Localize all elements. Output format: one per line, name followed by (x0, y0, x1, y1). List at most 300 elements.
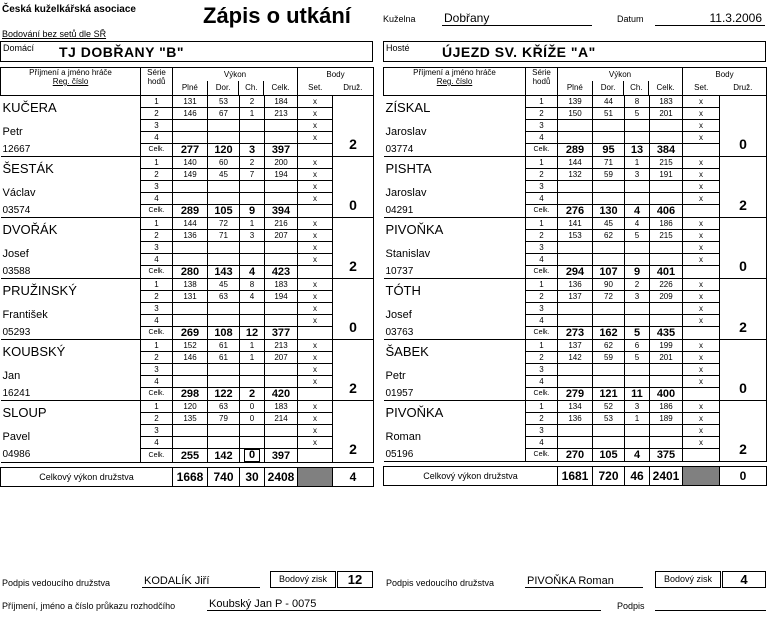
total-value[interactable]: 143 (208, 266, 240, 279)
serie-value[interactable]: 132 (558, 169, 593, 181)
total-value[interactable]: 400 (650, 388, 683, 401)
serie-value[interactable] (208, 254, 240, 266)
total-value[interactable]: 397 (265, 144, 298, 157)
serie-value[interactable]: 140 (173, 157, 208, 169)
serie-value[interactable] (265, 437, 298, 449)
serie-value[interactable]: 135 (173, 413, 208, 425)
serie-value[interactable] (593, 437, 625, 449)
total-value[interactable]: 105 (593, 449, 625, 462)
player-firstname[interactable]: Josef (385, 308, 412, 321)
serie-value[interactable]: 0 (240, 413, 265, 425)
serie-value[interactable]: 153 (558, 230, 593, 242)
druz-points[interactable]: 2 (720, 315, 767, 340)
total-value[interactable]: 130 (593, 205, 625, 218)
player-firstname[interactable]: Stanislav (385, 247, 431, 260)
druz-points[interactable]: 0 (333, 193, 374, 218)
serie-value[interactable] (173, 376, 208, 388)
serie-value[interactable]: 59 (593, 352, 625, 364)
serie-value[interactable] (208, 437, 240, 449)
serie-value[interactable]: 67 (208, 108, 240, 120)
serie-value[interactable]: 3 (240, 230, 265, 242)
serie-value[interactable]: 4 (625, 218, 650, 230)
serie-value[interactable]: 146 (173, 352, 208, 364)
druz-points[interactable]: 2 (333, 254, 374, 279)
set-mark[interactable]: x (683, 340, 720, 352)
serie-value[interactable]: 1 (240, 108, 265, 120)
summary-value[interactable]: 720 (593, 467, 625, 486)
player-reg-number[interactable]: 05196 (384, 449, 526, 462)
serie-value[interactable] (650, 425, 683, 437)
serie-value[interactable]: 60 (208, 157, 240, 169)
set-mark[interactable]: x (298, 401, 333, 413)
serie-value[interactable]: 186 (650, 218, 683, 230)
player-firstname[interactable]: Jaroslav (385, 125, 427, 138)
total-value[interactable]: 122 (208, 388, 240, 401)
serie-value[interactable]: 207 (265, 352, 298, 364)
serie-value[interactable]: 136 (173, 230, 208, 242)
serie-value[interactable]: 131 (173, 96, 208, 108)
serie-value[interactable] (208, 181, 240, 193)
player-firstname[interactable]: Josef (2, 247, 29, 260)
summary-value[interactable]: 2401 (650, 467, 683, 486)
serie-value[interactable]: 134 (558, 401, 593, 413)
set-mark[interactable]: x (683, 157, 720, 169)
serie-value[interactable] (208, 132, 240, 144)
serie-value[interactable] (265, 254, 298, 266)
serie-value[interactable] (265, 425, 298, 437)
serie-value[interactable] (625, 181, 650, 193)
serie-value[interactable]: 184 (265, 96, 298, 108)
player-reg-number[interactable]: 03774 (384, 144, 526, 157)
total-value[interactable]: 2 (240, 388, 265, 401)
set-mark[interactable]: x (683, 437, 720, 449)
serie-value[interactable]: 120 (173, 401, 208, 413)
serie-value[interactable] (265, 242, 298, 254)
serie-value[interactable]: 136 (558, 279, 593, 291)
player-surname[interactable]: PISHTA (384, 157, 526, 181)
player-reg-number[interactable]: 01957 (384, 388, 526, 401)
serie-value[interactable]: 194 (265, 169, 298, 181)
serie-value[interactable] (558, 315, 593, 327)
player-surname[interactable]: TÓTH (384, 279, 526, 303)
set-mark[interactable]: x (298, 291, 333, 303)
serie-value[interactable]: 146 (173, 108, 208, 120)
player-surname[interactable]: PIVOŇKA (384, 218, 526, 242)
set-mark[interactable]: x (683, 352, 720, 364)
serie-value[interactable] (650, 437, 683, 449)
serie-value[interactable]: 138 (173, 279, 208, 291)
serie-value[interactable]: 139 (558, 96, 593, 108)
total-value[interactable]: 4 (625, 205, 650, 218)
player-surname[interactable]: ŠESTÁK (1, 157, 141, 181)
serie-value[interactable] (650, 181, 683, 193)
serie-value[interactable]: 2 (625, 279, 650, 291)
set-mark[interactable]: x (683, 193, 720, 205)
player-surname[interactable]: KOUBSKÝ (1, 340, 141, 364)
serie-value[interactable] (650, 315, 683, 327)
set-mark[interactable]: x (298, 96, 333, 108)
total-value[interactable]: 294 (558, 266, 593, 279)
kuzelna-field[interactable]: Dobřany (442, 11, 592, 26)
serie-value[interactable] (173, 303, 208, 315)
total-value[interactable]: 384 (650, 144, 683, 157)
serie-value[interactable] (208, 364, 240, 376)
serie-value[interactable]: 1 (240, 352, 265, 364)
total-value[interactable]: 4 (240, 266, 265, 279)
serie-value[interactable] (558, 132, 593, 144)
serie-value[interactable] (240, 376, 265, 388)
player-reg-number[interactable]: 03763 (384, 327, 526, 340)
druz-points[interactable]: 0 (720, 132, 767, 157)
serie-value[interactable] (173, 193, 208, 205)
serie-value[interactable]: 201 (650, 352, 683, 364)
set-mark[interactable]: x (683, 181, 720, 193)
serie-value[interactable]: 7 (240, 169, 265, 181)
serie-value[interactable]: 72 (208, 218, 240, 230)
serie-value[interactable]: 62 (593, 230, 625, 242)
serie-value[interactable] (240, 242, 265, 254)
serie-value[interactable] (265, 364, 298, 376)
total-value[interactable]: 420 (265, 388, 298, 401)
serie-value[interactable] (650, 364, 683, 376)
set-mark[interactable]: x (298, 413, 333, 425)
serie-value[interactable] (173, 425, 208, 437)
serie-value[interactable] (593, 193, 625, 205)
serie-value[interactable] (558, 437, 593, 449)
serie-value[interactable] (558, 181, 593, 193)
serie-value[interactable]: 152 (173, 340, 208, 352)
druz-points[interactable]: 2 (333, 437, 374, 463)
home-bodovy-value[interactable]: 12 (337, 571, 373, 588)
serie-value[interactable] (650, 193, 683, 205)
total-value[interactable]: 289 (558, 144, 593, 157)
serie-value[interactable]: 150 (558, 108, 593, 120)
serie-value[interactable] (208, 303, 240, 315)
serie-value[interactable]: 199 (650, 340, 683, 352)
player-surname[interactable]: DVOŘÁK (1, 218, 141, 242)
summary-value[interactable]: 1681 (558, 467, 593, 486)
serie-value[interactable]: 5 (625, 108, 650, 120)
serie-value[interactable]: 200 (265, 157, 298, 169)
set-mark[interactable]: x (298, 352, 333, 364)
player-firstname[interactable]: Roman (385, 430, 421, 443)
serie-value[interactable] (173, 242, 208, 254)
serie-value[interactable] (625, 242, 650, 254)
home-leader-field[interactable]: KODALÍK Jiří (142, 575, 260, 588)
serie-value[interactable] (558, 242, 593, 254)
serie-value[interactable] (558, 364, 593, 376)
serie-value[interactable] (625, 376, 650, 388)
total-value[interactable]: 9 (625, 266, 650, 279)
serie-value[interactable] (625, 132, 650, 144)
player-surname[interactable]: SLOUP (1, 401, 141, 425)
serie-value[interactable]: 191 (650, 169, 683, 181)
serie-value[interactable]: 183 (265, 401, 298, 413)
total-value[interactable]: 9 (240, 205, 265, 218)
serie-value[interactable] (173, 364, 208, 376)
druz-points[interactable]: 2 (720, 437, 767, 462)
total-value[interactable]: 375 (650, 449, 683, 462)
set-mark[interactable]: x (683, 132, 720, 144)
set-mark[interactable]: x (298, 157, 333, 169)
total-value[interactable]: 280 (173, 266, 208, 279)
summary-value[interactable]: 30 (240, 468, 265, 487)
serie-value[interactable] (173, 315, 208, 327)
player-reg-number[interactable]: 04291 (384, 205, 526, 218)
serie-value[interactable] (593, 254, 625, 266)
serie-value[interactable]: 183 (265, 279, 298, 291)
serie-value[interactable]: 142 (558, 352, 593, 364)
total-value[interactable]: 394 (265, 205, 298, 218)
druz-points[interactable]: 2 (720, 193, 767, 218)
summary-points[interactable]: 4 (333, 468, 374, 487)
player-surname[interactable]: ŠABEK (384, 340, 526, 364)
player-surname[interactable]: PIVOŇKA (384, 401, 526, 425)
serie-value[interactable] (593, 364, 625, 376)
serie-value[interactable] (265, 120, 298, 132)
set-mark[interactable]: x (298, 108, 333, 120)
serie-value[interactable]: 59 (593, 169, 625, 181)
set-mark[interactable]: x (298, 364, 333, 376)
serie-value[interactable] (593, 242, 625, 254)
player-reg-number[interactable]: 10737 (384, 266, 526, 279)
total-value[interactable]: 5 (625, 327, 650, 340)
serie-value[interactable]: 213 (265, 340, 298, 352)
set-mark[interactable]: x (683, 218, 720, 230)
total-value[interactable]: 279 (558, 388, 593, 401)
player-firstname[interactable]: Václav (2, 186, 36, 199)
serie-value[interactable] (208, 315, 240, 327)
serie-value[interactable] (265, 315, 298, 327)
serie-value[interactable] (173, 120, 208, 132)
serie-value[interactable] (593, 425, 625, 437)
serie-value[interactable] (558, 193, 593, 205)
total-value[interactable]: 397 (265, 449, 298, 463)
total-value[interactable]: 423 (265, 266, 298, 279)
serie-value[interactable] (240, 120, 265, 132)
total-value[interactable]: 269 (173, 327, 208, 340)
set-mark[interactable]: x (298, 437, 333, 449)
serie-value[interactable]: 207 (265, 230, 298, 242)
druz-points[interactable]: 0 (720, 254, 767, 279)
serie-value[interactable]: 186 (650, 401, 683, 413)
serie-value[interactable] (558, 254, 593, 266)
serie-value[interactable]: 61 (208, 340, 240, 352)
total-value[interactable]: 298 (173, 388, 208, 401)
total-value[interactable]: 289 (173, 205, 208, 218)
serie-value[interactable]: 136 (558, 413, 593, 425)
serie-value[interactable] (558, 425, 593, 437)
serie-value[interactable]: 149 (173, 169, 208, 181)
total-value[interactable]: 4 (625, 449, 650, 462)
serie-value[interactable]: 8 (625, 96, 650, 108)
serie-value[interactable] (173, 437, 208, 449)
serie-value[interactable] (208, 425, 240, 437)
serie-value[interactable] (625, 364, 650, 376)
serie-value[interactable] (625, 425, 650, 437)
serie-value[interactable] (208, 376, 240, 388)
set-mark[interactable]: x (683, 425, 720, 437)
serie-value[interactable] (240, 132, 265, 144)
set-mark[interactable]: x (683, 291, 720, 303)
serie-value[interactable]: 201 (650, 108, 683, 120)
serie-value[interactable] (240, 425, 265, 437)
summary-value[interactable]: 46 (625, 467, 650, 486)
total-value[interactable]: 120 (208, 144, 240, 157)
serie-value[interactable] (625, 193, 650, 205)
total-value[interactable]: 142 (208, 449, 240, 463)
serie-value[interactable] (593, 181, 625, 193)
total-value[interactable]: 13 (625, 144, 650, 157)
serie-value[interactable]: 44 (593, 96, 625, 108)
total-value[interactable]: 377 (265, 327, 298, 340)
serie-value[interactable]: 45 (208, 279, 240, 291)
total-value[interactable]: 121 (593, 388, 625, 401)
serie-value[interactable] (208, 242, 240, 254)
serie-value[interactable] (625, 437, 650, 449)
set-mark[interactable]: x (683, 242, 720, 254)
serie-value[interactable] (240, 181, 265, 193)
serie-value[interactable] (240, 193, 265, 205)
serie-value[interactable] (265, 181, 298, 193)
set-mark[interactable]: x (298, 376, 333, 388)
serie-value[interactable] (593, 132, 625, 144)
set-mark[interactable]: x (683, 230, 720, 242)
serie-value[interactable]: 90 (593, 279, 625, 291)
total-value[interactable]: 273 (558, 327, 593, 340)
player-reg-number[interactable]: 04986 (1, 449, 141, 463)
serie-value[interactable]: 0 (240, 401, 265, 413)
total-value[interactable]: 11 (625, 388, 650, 401)
total-value[interactable]: 3 (240, 144, 265, 157)
set-mark[interactable]: x (683, 169, 720, 181)
serie-value[interactable]: 1 (625, 157, 650, 169)
player-surname[interactable]: ZÍSKAL (384, 96, 526, 120)
serie-value[interactable]: 1 (240, 218, 265, 230)
serie-value[interactable]: 189 (650, 413, 683, 425)
serie-value[interactable] (265, 303, 298, 315)
set-mark[interactable]: x (683, 364, 720, 376)
serie-value[interactable] (650, 376, 683, 388)
serie-value[interactable] (265, 376, 298, 388)
serie-value[interactable] (265, 193, 298, 205)
serie-value[interactable]: 144 (173, 218, 208, 230)
set-mark[interactable]: x (683, 279, 720, 291)
serie-value[interactable]: 144 (558, 157, 593, 169)
player-firstname[interactable]: Jan (2, 369, 21, 382)
serie-value[interactable]: 52 (593, 401, 625, 413)
serie-value[interactable]: 3 (625, 401, 650, 413)
serie-value[interactable]: 215 (650, 157, 683, 169)
serie-value[interactable]: 1 (240, 340, 265, 352)
set-mark[interactable]: x (298, 303, 333, 315)
set-mark[interactable]: x (298, 242, 333, 254)
serie-value[interactable] (625, 120, 650, 132)
serie-value[interactable]: 183 (650, 96, 683, 108)
set-mark[interactable]: x (683, 120, 720, 132)
total-value[interactable]: 162 (593, 327, 625, 340)
datum-field[interactable]: 11.3.2006 (655, 11, 765, 26)
summary-value[interactable]: 740 (208, 468, 240, 487)
serie-value[interactable]: 45 (208, 169, 240, 181)
player-firstname[interactable]: František (2, 308, 48, 321)
total-value[interactable]: 95 (593, 144, 625, 157)
serie-value[interactable]: 45 (593, 218, 625, 230)
serie-value[interactable] (625, 315, 650, 327)
serie-value[interactable] (625, 303, 650, 315)
serie-value[interactable] (650, 132, 683, 144)
total-value[interactable]: 270 (558, 449, 593, 462)
serie-value[interactable]: 8 (240, 279, 265, 291)
set-mark[interactable]: x (298, 230, 333, 242)
set-mark[interactable]: x (298, 181, 333, 193)
serie-value[interactable] (650, 254, 683, 266)
serie-value[interactable] (240, 303, 265, 315)
set-mark[interactable]: x (298, 132, 333, 144)
serie-value[interactable] (593, 303, 625, 315)
serie-value[interactable] (173, 132, 208, 144)
total-value[interactable]: 255 (173, 449, 208, 463)
set-mark[interactable]: x (683, 376, 720, 388)
total-value[interactable]: 105 (208, 205, 240, 218)
serie-value[interactable] (240, 254, 265, 266)
serie-value[interactable]: 131 (173, 291, 208, 303)
serie-value[interactable] (208, 120, 240, 132)
set-mark[interactable]: x (683, 108, 720, 120)
serie-value[interactable]: 5 (625, 352, 650, 364)
serie-value[interactable] (173, 181, 208, 193)
serie-value[interactable] (593, 120, 625, 132)
set-mark[interactable]: x (298, 218, 333, 230)
total-value[interactable]: 12 (240, 327, 265, 340)
serie-value[interactable] (173, 254, 208, 266)
druz-points[interactable]: 2 (333, 132, 374, 157)
player-reg-number[interactable]: 12667 (1, 144, 141, 157)
serie-value[interactable] (650, 120, 683, 132)
player-firstname[interactable]: Petr (2, 125, 23, 138)
serie-value[interactable]: 53 (208, 96, 240, 108)
serie-value[interactable]: 141 (558, 218, 593, 230)
total-value[interactable]: 107 (593, 266, 625, 279)
serie-value[interactable]: 3 (625, 169, 650, 181)
serie-value[interactable]: 4 (240, 291, 265, 303)
total-value[interactable] (240, 449, 265, 463)
serie-value[interactable]: 214 (265, 413, 298, 425)
total-value[interactable]: 435 (650, 327, 683, 340)
home-team-name[interactable]: TJ DOBŘANY "B" (59, 44, 185, 60)
serie-value[interactable]: 194 (265, 291, 298, 303)
serie-value[interactable] (208, 193, 240, 205)
serie-value[interactable] (650, 242, 683, 254)
serie-value[interactable]: 51 (593, 108, 625, 120)
set-mark[interactable]: x (683, 96, 720, 108)
serie-value[interactable]: 209 (650, 291, 683, 303)
podpis-field[interactable] (655, 610, 766, 611)
serie-value[interactable]: 61 (208, 352, 240, 364)
serie-value[interactable]: 71 (208, 230, 240, 242)
serie-value[interactable]: 2 (240, 96, 265, 108)
serie-value[interactable] (240, 315, 265, 327)
serie-value[interactable] (625, 254, 650, 266)
player-firstname[interactable]: Petr (385, 369, 406, 382)
serie-value[interactable] (558, 120, 593, 132)
player-reg-number[interactable]: 05293 (1, 327, 141, 340)
druz-points[interactable]: 0 (333, 315, 374, 340)
serie-value[interactable] (650, 303, 683, 315)
set-mark[interactable]: x (683, 315, 720, 327)
away-team-name[interactable]: ÚJEZD SV. KŘÍŽE "A" (442, 44, 596, 60)
serie-value[interactable] (558, 376, 593, 388)
